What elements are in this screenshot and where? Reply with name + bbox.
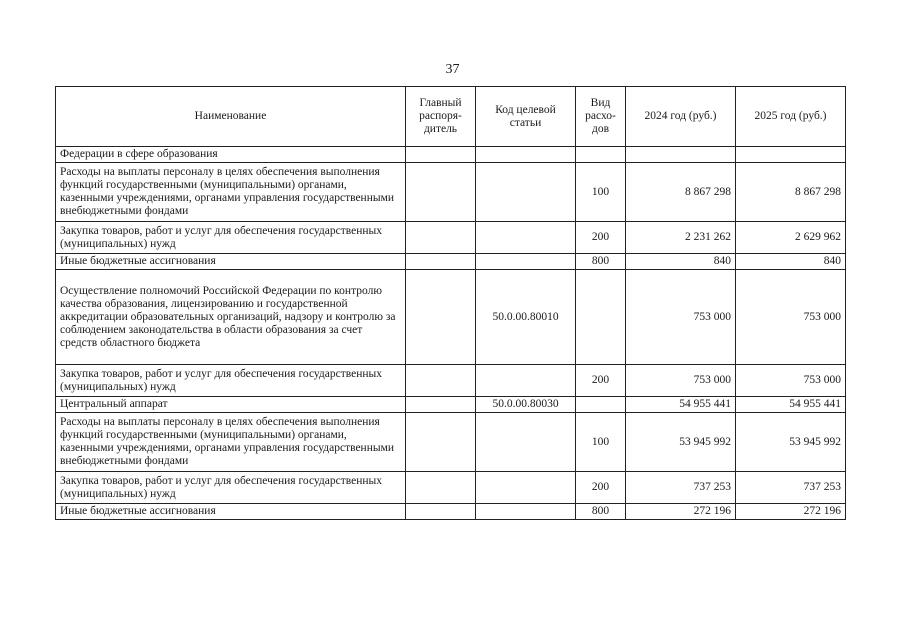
header-manager: Главный распоря-дитель: [406, 87, 476, 147]
table-row: [56, 270, 846, 365]
cell-code: [476, 222, 576, 254]
table-row: [56, 163, 846, 222]
cell-type: 100: [576, 163, 626, 222]
table-row: [56, 413, 846, 472]
cell-code: [476, 147, 576, 163]
cell-name: Расходы на выплаты персоналу в целях обеспечения выполнения функций государственными (муниципальными) органами, казенными учреждениями, органами управления государственными внебюджетными фондами: [56, 413, 406, 472]
cell-code: [476, 254, 576, 270]
cell-2024: 2 231 262: [626, 222, 736, 254]
cell-code: 50.0.00.80030: [476, 397, 576, 413]
cell-manager: [406, 147, 476, 163]
cell-manager: [406, 504, 476, 520]
table-row: [56, 147, 846, 163]
cell-manager: [406, 222, 476, 254]
cell-type: 200: [576, 472, 626, 504]
cell-type: [576, 270, 626, 365]
cell-manager: [406, 270, 476, 365]
cell-2024: 737 253: [626, 472, 736, 504]
cell-name: Закупка товаров, работ и услуг для обеспечения государственных (муниципальных) нужд: [56, 365, 406, 397]
cell-2025: 8 867 298: [736, 163, 846, 222]
table-row: [56, 472, 846, 504]
cell-2025: 737 253: [736, 472, 846, 504]
cell-name: Центральный аппарат: [56, 397, 406, 413]
cell-manager: [406, 163, 476, 222]
cell-type: 100: [576, 413, 626, 472]
cell-2024: [626, 147, 736, 163]
page-number: 37: [445, 62, 460, 77]
cell-code: [476, 163, 576, 222]
cell-2025: 54 955 441: [736, 397, 846, 413]
cell-name: Федерации в сфере образования: [56, 147, 406, 163]
cell-2024: 54 955 441: [626, 397, 736, 413]
cell-name: Закупка товаров, работ и услуг для обеспечения государственных (муниципальных) нужд: [56, 472, 406, 504]
cell-type: 200: [576, 222, 626, 254]
cell-2025: 272 196: [736, 504, 846, 520]
cell-code: [476, 365, 576, 397]
cell-code: [476, 413, 576, 472]
cell-name: Иные бюджетные ассигнования: [56, 504, 406, 520]
cell-2025: 753 000: [736, 365, 846, 397]
cell-type: 800: [576, 254, 626, 270]
cell-2024: 753 000: [626, 270, 736, 365]
table-header-row: [56, 87, 846, 147]
cell-manager: [406, 413, 476, 472]
cell-code: [476, 472, 576, 504]
cell-type: [576, 397, 626, 413]
cell-2025: [736, 147, 846, 163]
cell-2025: 753 000: [736, 270, 846, 365]
budget-table: [55, 86, 846, 520]
cell-2024: 53 945 992: [626, 413, 736, 472]
cell-2024: 272 196: [626, 504, 736, 520]
header-name: Наименование: [56, 87, 406, 147]
header-code: Код целевой статьи: [476, 87, 576, 147]
table-row: [56, 397, 846, 413]
cell-name: Осуществление полномочий Российской Федерации по контролю качества образования, лицензированию и государственной аккредитации образовательных организаций, надзору и контролю за соблюдением законодательства в области образования за счет средств областного бюджета: [56, 270, 406, 365]
table-row: [56, 222, 846, 254]
cell-2025: 53 945 992: [736, 413, 846, 472]
cell-manager: [406, 472, 476, 504]
cell-type: [576, 147, 626, 163]
table-row: [56, 254, 846, 270]
header-2024: 2024 год (руб.): [626, 87, 736, 147]
cell-type: 200: [576, 365, 626, 397]
cell-manager: [406, 397, 476, 413]
table-row: [56, 504, 846, 520]
cell-2025: 840: [736, 254, 846, 270]
cell-2025: 2 629 962: [736, 222, 846, 254]
cell-2024: 8 867 298: [626, 163, 736, 222]
table-row: [56, 365, 846, 397]
cell-code: 50.0.00.80010: [476, 270, 576, 365]
cell-name: Расходы на выплаты персоналу в целях обеспечения выполнения функций государственными (муниципальными) органами, казенными учреждениями, органами управления государственными внебюджетными фондами: [56, 163, 406, 222]
cell-manager: [406, 365, 476, 397]
cell-manager: [406, 254, 476, 270]
cell-2024: 753 000: [626, 365, 736, 397]
cell-2024: 840: [626, 254, 736, 270]
header-type: Вид расхо-дов: [576, 87, 626, 147]
cell-code: [476, 504, 576, 520]
cell-name: Иные бюджетные ассигнования: [56, 254, 406, 270]
cell-type: 800: [576, 504, 626, 520]
header-2025: 2025 год (руб.): [736, 87, 846, 147]
cell-name: Закупка товаров, работ и услуг для обеспечения государственных (муниципальных) нужд: [56, 222, 406, 254]
